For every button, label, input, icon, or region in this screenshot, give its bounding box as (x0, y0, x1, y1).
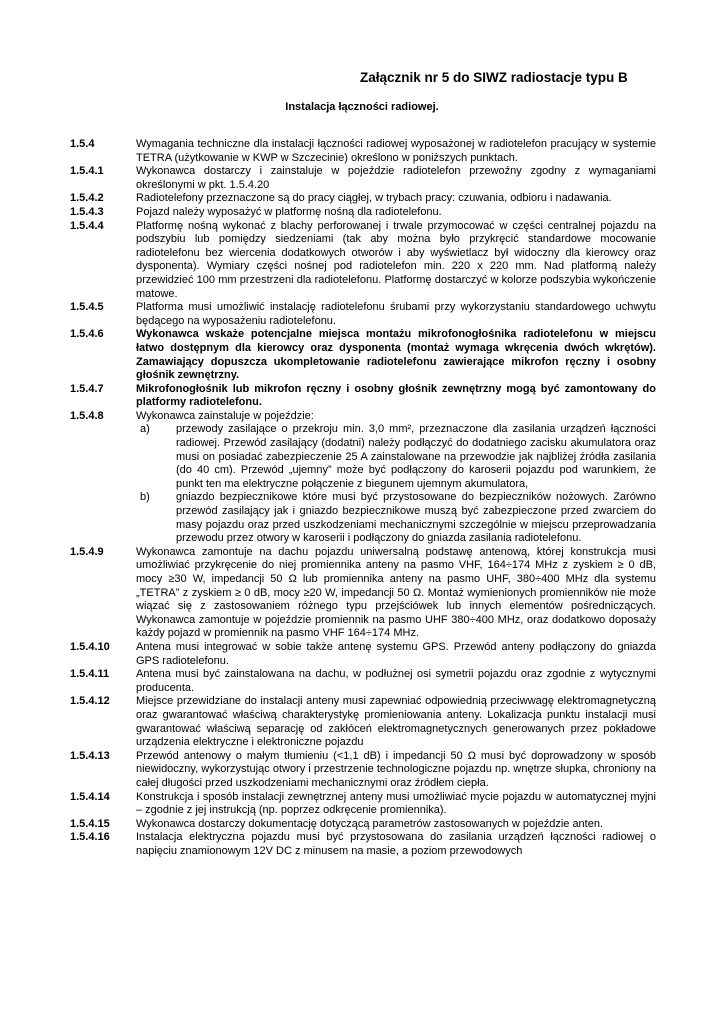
section-text: Antena musi integrować w sobie także antenę systemu GPS. Przewód anteny podłączony do gniazda GPS radiotelefonu. (136, 640, 656, 667)
section-text: Wykonawca dostarczy i zainstaluje w pojeździe radiotelefon przewoźny zgodny z wymaganiami określonymi w pkt. 1.5.4.20 (136, 165, 656, 191)
section-subtitle: Instalacja łączności radiowej. (285, 101, 439, 113)
section-text: Miejsce przewidziane do instalacji anteny musi zapewniać odpowiednią przeciwwagę elektromagnetyczną oraz gwarantować właściwą charakterystykę promieniowania anteny. Lokalizacja punktu instalacji musi gwarantować właściwą separację od zakłóceń elektromagnetycznych generowanych przez pokładowe urządzenia elektryczne i elektroniczne pojazdu (136, 695, 656, 749)
section-number: 1.5.4.1 (70, 165, 104, 178)
section-number: 1.5.4.12 (70, 695, 110, 708)
section-number: 1.5.4 (70, 138, 95, 150)
section-text: Wymagania techniczne dla instalacji łączności radiowej wyposażonej w radiotelefon pracujący w systemie TETRA (użytkowanie w KWP w Szczecinie) określono w poniższych punktach. (136, 138, 656, 164)
section-text: Wykonawca dostarczy dokumentację dotyczącą parametrów zastosowanych w pojeździe anten. (136, 817, 604, 830)
section-text: Platformę nośną wykonać z blachy perforowanej i trwale przymocować w części centralnej pojazdu na podszybiu lub pomiędzy siedzeniami (tak aby można było przykręcić standardowe mocowanie radiotelefonu bez wiercenia dodatkowych otworów i aby wyświetlacz był widoczny dla kierowcy oraz dysponenta). Wymiary części nośnej pod radiotelefon min. 220 x 220 mm. Nad platformą należy przewidzieć 100 mm przestrzeni dla radiotelefonu. Platformę dostarczyć w kolorze podszybia wykończenie matowe. (136, 219, 656, 300)
section-number: 1.5.4.16 (70, 831, 110, 844)
section-number: 1.5.4.3 (70, 205, 104, 218)
section-1-5-4-8 (70, 410, 656, 546)
section-number: 1.5.4.9 (70, 545, 104, 558)
section-1-5-4-2 (70, 192, 656, 206)
section-1-5-4-3 (70, 206, 656, 220)
section-1-5-4-5 (70, 301, 656, 328)
sub-item-a (136, 423, 656, 491)
section-1-5-4-15 (70, 818, 656, 832)
sub-item-text: gniazdo bezpiecznikowe które musi być przystosowane do bezpieczników nożowych. Zarówno przewód zasilający jak i gniazdo bezpiecznikowe muszą być zabezpieczone przed zwarciem do masy pojazdu oraz przed uszkodzeniami mechanicznymi szczególnie w miejscu przeprowadzania przewodu przez otwory w karoserii i podłączony do gniazda zasilania radiotelefonu. (176, 491, 656, 545)
section-number: 1.5.4.10 (70, 640, 110, 653)
section-1-5-4-4 (70, 220, 656, 302)
section-1-5-4-16 (70, 831, 656, 858)
section-number: 1.5.4.11 (70, 668, 110, 681)
section-number: 1.5.4.13 (70, 749, 110, 762)
section-number: 1.5.4.15 (70, 817, 110, 830)
section-number: 1.5.4.7 (70, 382, 104, 395)
section-number: 1.5.4.8 (70, 409, 104, 422)
section-text: Antena musi być zainstalowana na dachu, w podłużnej osi symetrii pojazdu oraz zgodnie z wytycznymi producenta. (136, 668, 656, 694)
section-number: 1.5.4.2 (70, 192, 104, 205)
sub-item-label: b) (140, 491, 150, 504)
requirements-list (70, 138, 656, 858)
section-text: Radiotelefony przeznaczone są do pracy ciągłej, w trybach pracy: czuwania, odbioru i nadawania. (136, 192, 612, 205)
section-1-5-4-9 (70, 546, 656, 641)
section-text: Wykonawca zainstaluje w pojeździe: (136, 409, 314, 422)
section-body (136, 410, 656, 546)
section-1-5-4-14 (70, 791, 656, 818)
section-text: Instalacja elektryczna pojazdu musi być przystosowana do zasilania urządzeń łączności radiowej o napięciu znamionowym 12V DC z minusem na masie, a poziom przewodowych (136, 831, 656, 857)
section-text: Przewód antenowy o małym tłumieniu (<1,1 dB) i impedancji 50 Ω musi być doprowadzony w sposób niewidoczny, wykorzystując otwory i przestrzenie technologiczne pojazdu np. wnętrze słupka, chroniony na całej długości przed uszkodzeniami mechanicznymi oraz źródłem ciepła. (136, 749, 656, 789)
section-number: 1.5.4.5 (70, 301, 104, 314)
section-1-5-4-10 (70, 641, 656, 668)
sub-item-b (136, 491, 656, 545)
section-1-5-4 (70, 138, 656, 165)
section-text: Wykonawca zamontuje na dachu pojazdu uniwersalną podstawę antenową, której konstrukcja musi umożliwiać przykręcenie do niej promiennika anteny na pasmo VHF, 164÷174 MHz z zyskiem ≥ 0 dB, mocy ≥30 W, impedancji 50 Ω lub promiennika anteny na pasmo UHF, 380÷400 MHz dla systemu „TETRA” z zyskiem ≥ 0 dB, mocy ≥20 W, impedancji 50 Ω. Montaż wymienionych promienników nie może wiązać się z zastosowaniem różnego typu przejściówek lub innych elementów pośredniczących. Wykonawca zamontuje w pojeździe promiennik na pasmo UHF 380÷400 MHz, oraz dodatkowo doposaży każdy pojazd w promiennik na pasmo VHF 164÷174 MHz. (136, 545, 656, 640)
section-number: 1.5.4.6 (70, 328, 104, 341)
section-1-5-4-12 (70, 695, 656, 749)
section-text: Pojazd należy wyposażyć w platformę nośną dla radiotelefonu. (136, 205, 442, 218)
section-1-5-4-6 (70, 328, 656, 382)
section-text: Mikrofonogłośnik lub mikrofon ręczny i osobny głośnik zewnętrzny mogą być zamontowany do platformy radiotelefonu. (136, 382, 656, 409)
section-number: 1.5.4.4 (70, 219, 104, 232)
sub-item-label: a) (140, 423, 150, 436)
sub-item-text: przewody zasilające o przekroju min. 3,0 mm², przeznaczone dla zasilania urządzeń łączności radiowej. Przewód zasilający (dodatni) należy podłączyć do dodatniego zacisku akumulatora oraz musi on posiadać zabezpieczenie 25 A zainstalowane na przewodzie jak najbliżej źródła zasilania (do 40 cm). Przewód „ujemny” może być podłączony do karoserii pojazdu pod warunkiem, że punkt ten ma elektryczne połączenie z biegunem ujemnym akumulatora, (176, 423, 656, 490)
section-text: Konstrukcja i sposób instalacji zewnętrznej anteny musi umożliwiać mycie pojazdu w automatycznej myjni – zgodnie z jej instrukcją (np. poprzez odkręcenie promiennika). (136, 790, 656, 817)
section-1-5-4-13 (70, 750, 656, 791)
attachment-title: Załącznik nr 5 do SIWZ radiostacje typu B (360, 70, 628, 85)
section-number: 1.5.4.14 (70, 790, 110, 803)
section-1-5-4-1 (70, 165, 656, 192)
section-text: Wykonawca wskaże potencjalne miejsca montażu mikrofonogłośnika radiotelefonu w miejscu łatwo dostępnym dla kierowcy oraz dysponenta (montaż wymaga wkręcenia dwóch wkrętów). Zamawiający dopuszcza ukompletowanie radiotelefonu zawierające mikrofon ręczny i osobny głośnik zewnętrzny. (136, 328, 656, 382)
section-1-5-4-7 (70, 383, 656, 410)
section-1-5-4-11 (70, 668, 656, 695)
section-text: Platforma musi umożliwić instalację radiotelefonu śrubami przy wykorzystaniu standardowego uchwytu będącego na wyposażeniu radiotelefonu. (136, 301, 656, 327)
